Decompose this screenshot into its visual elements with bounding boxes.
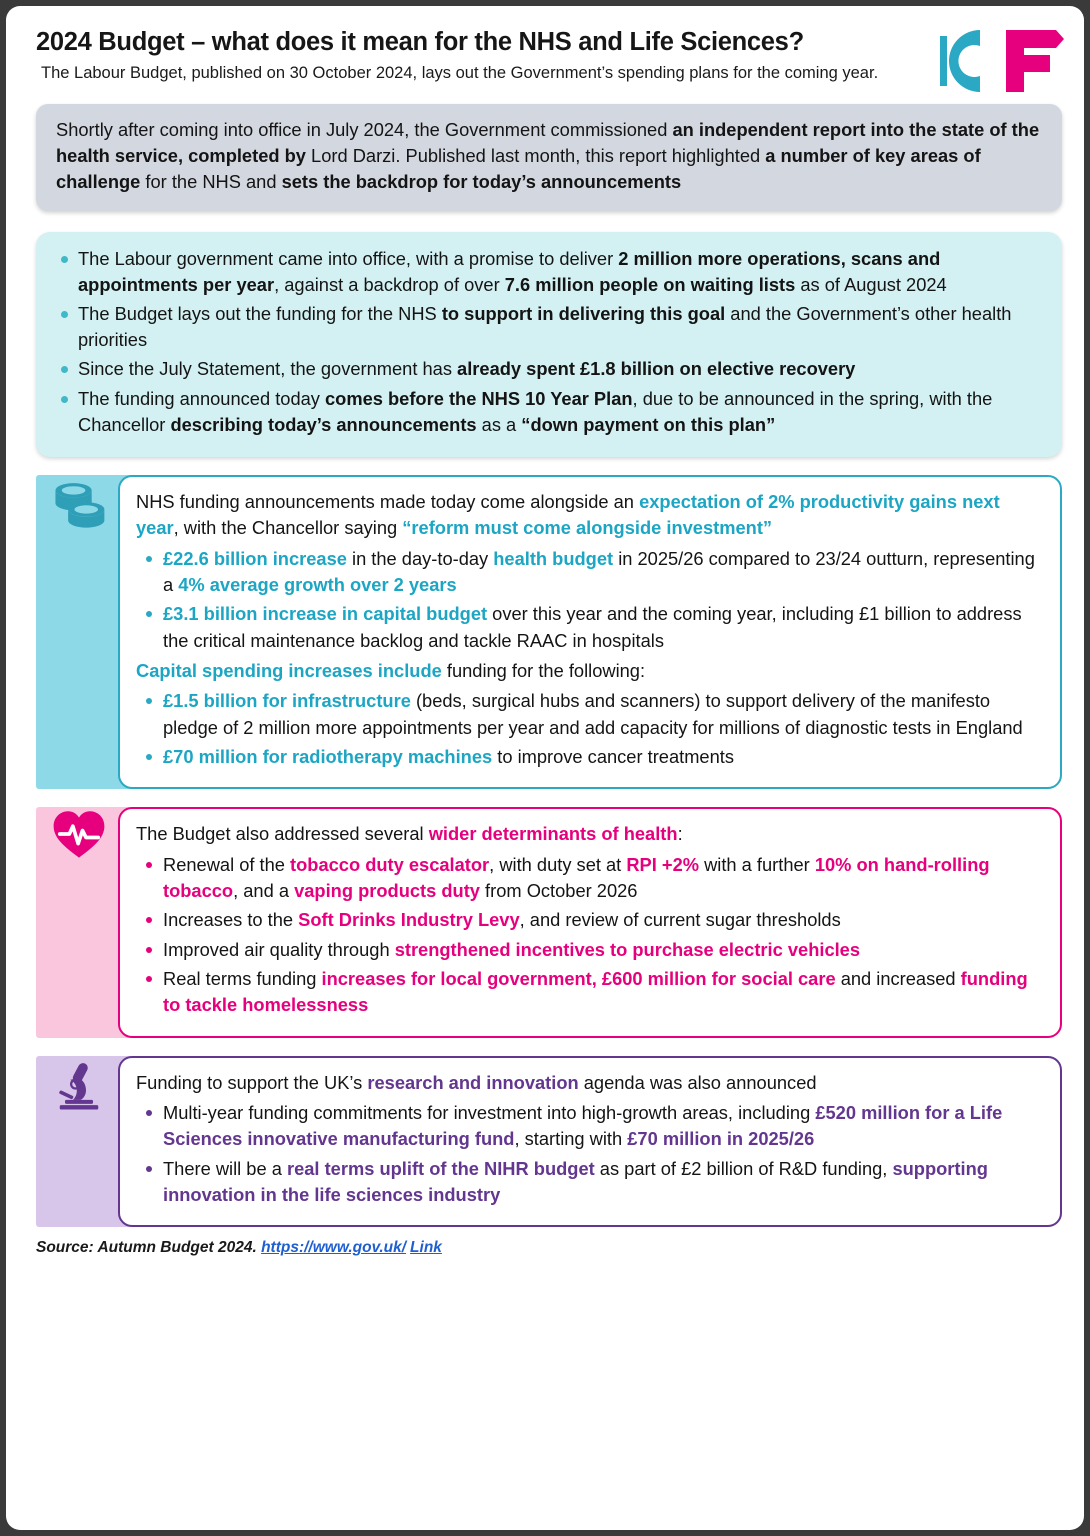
body-text: from October 2026 xyxy=(479,879,638,901)
highlight-text: £3.1 billion increase in capital budget xyxy=(163,603,488,625)
highlight-text: RPI +2% xyxy=(626,853,699,875)
body-text: The Budget also addressed several xyxy=(136,823,429,845)
body-text: in the day-to-day xyxy=(346,547,494,569)
body-text: to improve cancer treatments xyxy=(492,745,734,767)
darzi-report-callout xyxy=(36,104,1062,211)
body-text: The Labour government came into office, with a promise to deliver xyxy=(78,247,619,269)
body-text: There will be a xyxy=(163,1157,287,1179)
section-bullet-item xyxy=(136,1156,1044,1209)
highlight-text: strengthened incentives to purchase electric vehicles xyxy=(394,938,861,960)
callout-bold-3: sets the backdrop for today’s announcements xyxy=(281,171,682,193)
emphasis-text: 2 million more operations, scans and appointments per year xyxy=(78,247,941,295)
highlight-text: 10% on hand-rolling tobacco xyxy=(163,853,990,901)
body-text: as a xyxy=(476,413,522,435)
highlight-text: £520 million for a Life Sciences innovative manufacturing fund xyxy=(163,1102,1003,1150)
highlight-text: £1.5 billion for infrastructure xyxy=(163,690,411,712)
intro-bullet-item xyxy=(48,301,1044,353)
page-subtitle: The Labour Budget, published on 30 October 2024, lays out the Government’s spending plans for the coming year. xyxy=(41,64,879,83)
body-text: as part of £2 billion of R&D funding, xyxy=(594,1157,893,1179)
body-text: , due to be announced in the spring, with the Chancellor xyxy=(78,387,993,435)
intro-bullets-box xyxy=(36,232,1062,457)
sections-host xyxy=(6,475,1084,1228)
body-text: : xyxy=(677,823,683,845)
body-text: funding for the following: xyxy=(441,659,646,681)
callout-bold-2: a number of key areas of challenge xyxy=(56,145,981,193)
section-bullet-item xyxy=(136,907,1044,933)
highlight-text: “reform must come alongside investment” xyxy=(402,517,773,539)
intro-bullet-item xyxy=(48,386,1044,438)
section-bullet-item xyxy=(136,601,1044,654)
highlight-text: increases for local government, £600 million for social care xyxy=(321,968,836,990)
highlight-text: wider determinants of health xyxy=(428,823,678,845)
section-bullet-list xyxy=(136,688,1044,770)
body-text: in 2025/26 compared to 23/24 outturn, representing a xyxy=(163,547,1035,595)
body-text: The Budget lays out the funding for the NHS xyxy=(78,303,442,325)
highlight-text: Capital spending increases include xyxy=(136,659,442,681)
section-bullet-item xyxy=(136,688,1044,741)
body-text: Increases to the xyxy=(163,909,299,931)
intro-bullet-item xyxy=(48,356,1044,382)
coins-icon xyxy=(48,475,110,533)
body-text: Improved air quality through xyxy=(163,938,395,960)
emphasis-text: already spent £1.8 billion on elective recovery xyxy=(457,358,856,380)
callout-bold-1: an independent report into the state of the health service, completed by xyxy=(56,118,1040,167)
heart-pulse-icon xyxy=(48,807,110,861)
section-card xyxy=(118,1056,1062,1228)
source-footer xyxy=(36,1239,1062,1257)
body-text: (beds, surgical hubs and scanners) to support delivery of the manifesto pledge of 2 million more appointments per year and add capacity for millions of diagnostic tests in England xyxy=(163,690,1023,738)
source-url-link[interactable]: https://www.gov.uk/ xyxy=(261,1239,407,1257)
body-text: as of August 2024 xyxy=(795,273,947,295)
section-lead-text xyxy=(136,489,1044,542)
section-bullet-list xyxy=(136,852,1044,1019)
section-teal xyxy=(36,475,1062,789)
body-text: , and review of current sugar thresholds xyxy=(519,909,841,931)
section-bullet-list xyxy=(136,1100,1044,1208)
highlight-text: £70 million in 2025/26 xyxy=(627,1128,815,1150)
microscope-icon xyxy=(48,1056,110,1114)
highlight-text: funding to tackle homelessness xyxy=(163,968,1028,1016)
body-text: , starting with xyxy=(514,1128,628,1150)
body-text: and the Government’s other health priorities xyxy=(78,303,1012,351)
highlight-text: Soft Drinks Industry Levy xyxy=(298,909,520,931)
intro-bullet-list xyxy=(48,246,1044,438)
section-bullet-item xyxy=(136,966,1044,1019)
emphasis-text: describing today’s announcements xyxy=(170,413,477,435)
section-card xyxy=(118,475,1062,789)
highlight-text: research and innovation xyxy=(367,1071,579,1093)
infographic-page xyxy=(6,6,1084,1530)
section-card xyxy=(118,807,1062,1037)
body-text: , and a xyxy=(233,879,295,901)
callout-text-1: Shortly after coming into office in July 2024, the Government commissioned xyxy=(56,118,673,140)
body-text: Real terms funding xyxy=(163,968,322,990)
cf-logo xyxy=(928,22,1068,100)
highlight-text: 4% average growth over 2 years xyxy=(178,573,457,595)
section-bullet-item xyxy=(136,546,1044,599)
highlight-text: tobacco duty escalator xyxy=(290,853,490,875)
highlight-text: expectation of 2% productivity gains next year xyxy=(136,490,1000,539)
highlight-text: £22.6 billion increase xyxy=(163,547,347,569)
source-label: Source: Autumn Budget 2024. xyxy=(36,1239,257,1257)
body-text: , against a backdrop of over xyxy=(274,273,505,295)
body-text: and increased xyxy=(835,968,961,990)
section-bullet-item xyxy=(136,852,1044,905)
body-text: agenda was also announced xyxy=(578,1071,817,1093)
body-text: Since the July Statement, the government has xyxy=(78,358,458,380)
section-bullet-item xyxy=(136,1100,1044,1153)
header xyxy=(6,6,1084,90)
intro-bullet-item xyxy=(48,246,1044,298)
section-lead-text xyxy=(136,821,1044,847)
highlight-text: health budget xyxy=(493,547,614,569)
body-text: NHS funding announcements made today come alongside an xyxy=(136,490,640,512)
body-text: with a further xyxy=(699,853,815,875)
section-purple xyxy=(36,1056,1062,1228)
highlight-text: supporting innovation in the life sciences industry xyxy=(163,1157,988,1206)
body-text: , with the Chancellor saying xyxy=(173,517,403,539)
emphasis-text: to support in delivering this goal xyxy=(441,303,726,325)
section-bullet-list xyxy=(136,546,1044,654)
body-text: , with duty set at xyxy=(489,853,627,875)
highlight-text: real terms uplift of the NIHR budget xyxy=(286,1157,595,1179)
emphasis-text: “down payment on this plan” xyxy=(521,413,776,435)
emphasis-text: 7.6 million people on waiting lists xyxy=(504,273,796,295)
page-title: 2024 Budget – what does it mean for the NHS and Life Sciences? xyxy=(36,28,804,56)
section-paragraph xyxy=(136,658,1044,684)
source-link[interactable]: Link xyxy=(410,1239,442,1257)
section-lead-text xyxy=(136,1070,1044,1096)
highlight-text: vaping products duty xyxy=(294,879,480,901)
body-text: The funding announced today xyxy=(78,387,325,409)
body-text: Multi-year funding commitments for investment into high-growth areas, including xyxy=(163,1102,816,1124)
section-bullet-item xyxy=(136,744,1044,770)
emphasis-text: comes before the NHS 10 Year Plan xyxy=(325,387,633,409)
body-text: Renewal of the xyxy=(163,853,291,875)
callout-text-3: for the NHS and xyxy=(140,171,282,193)
body-text: Funding to support the UK’s xyxy=(136,1071,368,1093)
section-pink xyxy=(36,807,1062,1037)
callout-text-2: Lord Darzi. Published last month, this report highlighted xyxy=(311,145,766,167)
body-text: over this year and the coming year, including £1 billion to address the critical maintenance backlog and tackle RAAC in hospitals xyxy=(163,603,1022,651)
highlight-text: £70 million for radiotherapy machines xyxy=(163,745,493,767)
section-bullet-item xyxy=(136,937,1044,963)
